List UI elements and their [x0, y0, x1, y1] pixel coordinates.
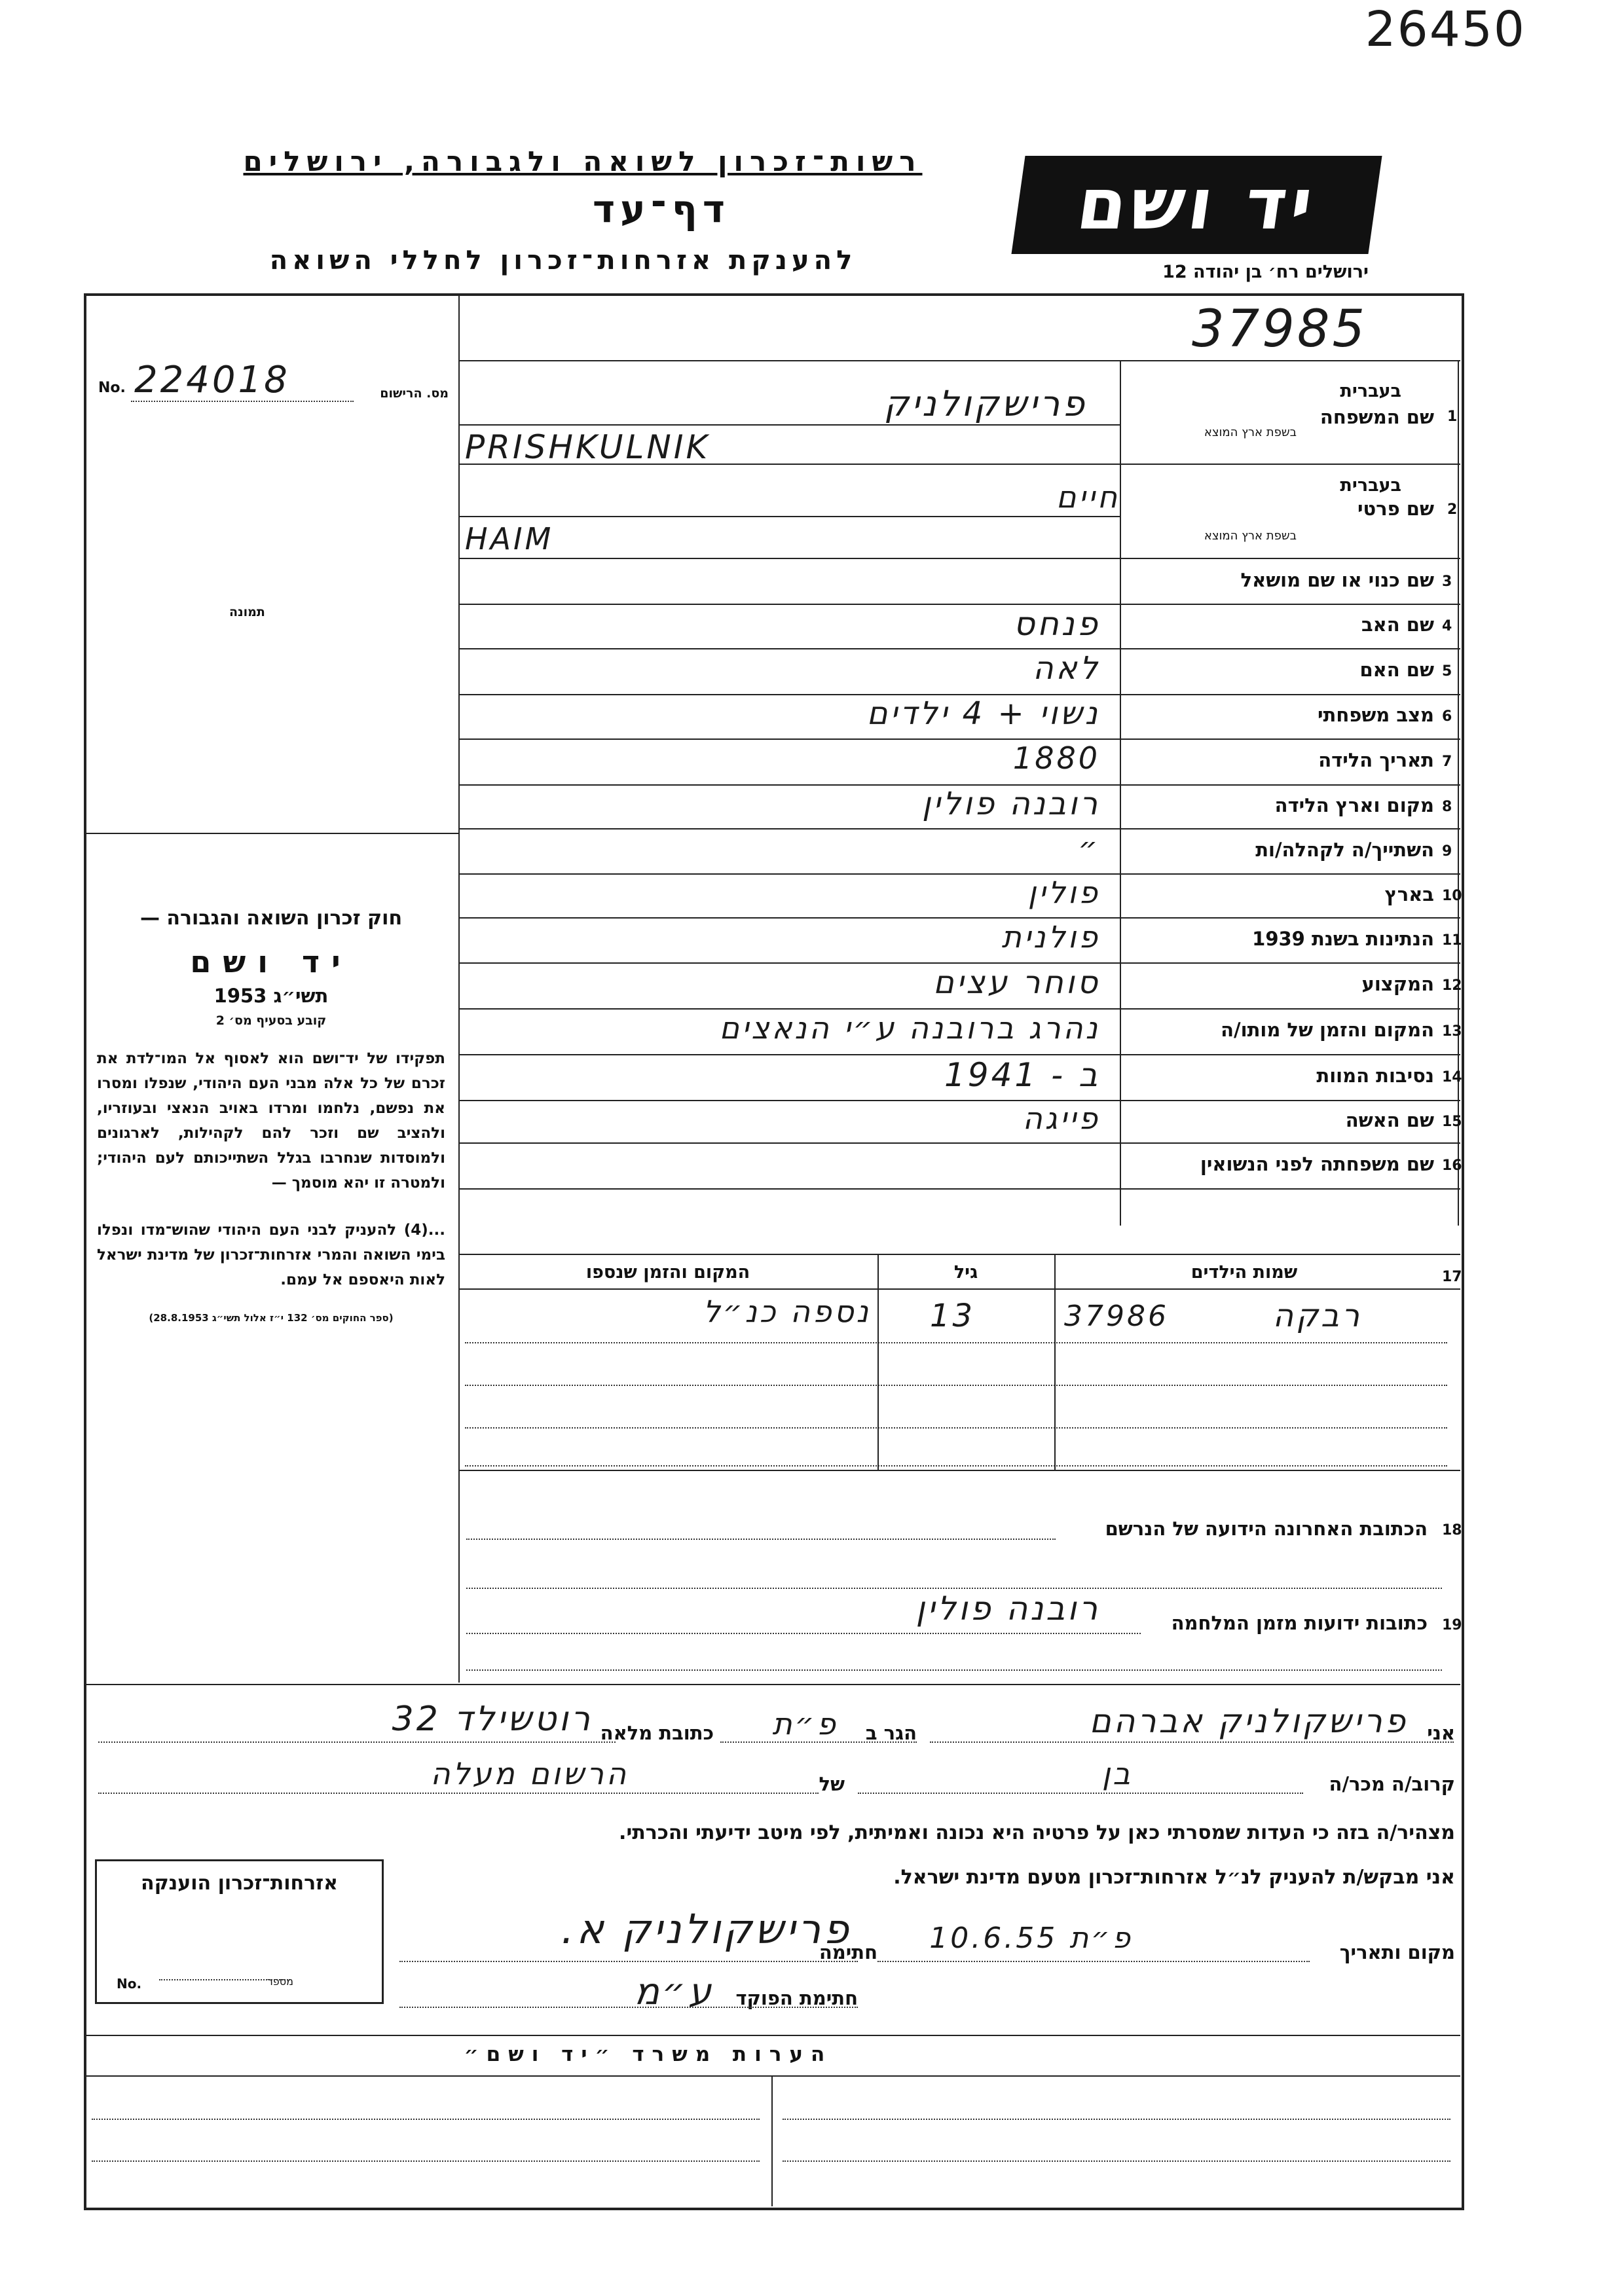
children-header-names: שמות הילדים [1190, 1262, 1298, 1283]
address: ירושלים רח׳ בן יהודה 12 [1162, 262, 1369, 282]
field-9-value: ״ [1078, 829, 1100, 866]
field-10-value: פולין [1027, 874, 1100, 910]
field-15-value: פייגה [1022, 1100, 1100, 1136]
law-para2: ...(4) להעניק לבני העם היהודי שהוש־מדו ונפלו בימי השואה והמרי אזרחות־זכרון של מדינת ישראל לאות היאספם אל עמם. [97, 1222, 445, 1288]
field-9-number: 9 [1442, 843, 1452, 860]
authority-title: רשות־זכרון לשואה ולגבורה, ירושלים [243, 145, 923, 177]
field-18-number: 18 [1442, 1522, 1462, 1539]
field-1-label: שם המשפחה [1320, 406, 1434, 428]
law-year: תשי״ג 1953 [213, 985, 329, 1007]
declarant-name: פרישקולניק אברהם [1089, 1702, 1408, 1740]
field-1-hebrew-value: פרישקולניק [883, 383, 1087, 424]
archive-number: 26450 [1365, 1, 1526, 58]
place-date-value: פ״ת 10.6.55 [929, 1922, 1133, 1955]
field-12-value: סוחר עצים [932, 964, 1100, 1001]
of-label: של [819, 1773, 845, 1795]
office-notes-title: הערות משרד ״יד ושם״ [464, 2043, 833, 2066]
field-6-label: מצב משפחתי [1317, 704, 1434, 726]
statement-1: מצהיר/ה בזה כי העדות שמסרתי כאן על פרטיה היא נכונה ואמיתית, לפי מיטב ידיעתי והכרתי. [619, 1821, 1455, 1844]
field-2-hebrew-value: חיים [1056, 479, 1120, 515]
field-15-number: 15 [1442, 1113, 1462, 1130]
law-title: חוק זכרון השואה והגבורה — [139, 907, 403, 930]
field-2-number: 2 [1447, 501, 1458, 518]
field-12-number: 12 [1442, 977, 1462, 994]
field-11-label: הנתינות בשנת 1939 [1252, 927, 1434, 950]
citizenship-box [95, 1859, 384, 2004]
official-signature: ע״מ [634, 1971, 714, 2013]
field-9-label: השתייך/ה לקהלה/ות [1255, 838, 1434, 861]
relative-label: קרוב/ה מכר/ה [1329, 1773, 1455, 1795]
address-label: כתובת מלאה [600, 1722, 714, 1744]
field-13-value: נהרג ברובנה ע״י הנאצים [719, 1010, 1100, 1046]
field-7-label: תאריך הלידה [1318, 749, 1434, 771]
field-10-number: 10 [1442, 887, 1462, 904]
citizenship-no: No. [117, 1976, 142, 1992]
field-4-number: 4 [1442, 618, 1452, 634]
field-14-value: ב - 1941 [944, 1056, 1100, 1094]
field-14-label: נסיבות המוות [1316, 1065, 1434, 1087]
registration-number: 224018 [134, 359, 290, 401]
top-number: 37985 [1192, 300, 1368, 359]
law-name: יד ושם [190, 944, 352, 979]
field-8-value: רובנה פולין [922, 785, 1100, 822]
child-1-id: 37986 [1064, 1300, 1169, 1333]
resident-label: הגר ב [865, 1722, 917, 1744]
registration-label: מס. הרישום [380, 386, 449, 401]
declaration-ani: אני [1427, 1722, 1455, 1744]
field-2-sub-hebrew: בעברית [1340, 475, 1401, 496]
field-13-label: המקום והזמן של מותו/ה [1221, 1019, 1434, 1041]
children-header-age: גיל [953, 1262, 978, 1283]
field-16-label: שם משפחתה לפני הנשואין [1200, 1153, 1434, 1175]
field-4-label: שם האב [1361, 613, 1434, 636]
field-11-number: 11 [1442, 932, 1462, 949]
field-10-label: בארץ [1384, 883, 1434, 905]
registration-prefix: No. [98, 380, 126, 396]
field-18-label: הכתובת האחרונה הידועה של הנרשם [1105, 1518, 1428, 1540]
field-2-native-value: HAIM [465, 521, 554, 556]
children-header-place: המקום והזמן שנספו [585, 1262, 750, 1283]
field-2-label: שם פרטי [1357, 498, 1434, 520]
child-1-age: 13 [930, 1298, 976, 1334]
yad-vashem-logo: יד ושם [1011, 156, 1382, 254]
field-5-value: לאה [1033, 650, 1100, 687]
field-15-label: שם האשה [1345, 1108, 1434, 1131]
field-12-label: המקצוע [1361, 973, 1434, 995]
law-footnote: (ספר החוקים מס׳ 132 י״ז אלול תשי״ג 28.8.1953) [149, 1312, 394, 1324]
field-7-value: 1880 [1012, 740, 1100, 776]
field-3-number: 3 [1442, 573, 1452, 590]
official-label: חתימת הפוקד [735, 1987, 858, 2009]
citizenship-number-label: מספר [267, 1975, 293, 1988]
law-section: קובע בסעיף מס׳ 2 [215, 1013, 327, 1028]
field-1-sub-native: בשפת ארץ המוצא [1204, 426, 1297, 439]
field-13-number: 13 [1442, 1023, 1462, 1040]
field-1-sub-hebrew: בעברית [1340, 381, 1401, 401]
child-1-place: נספה כנ״ל [703, 1294, 871, 1329]
photo-label: תמונה [229, 605, 265, 619]
field-6-number: 6 [1442, 708, 1452, 725]
field-14-number: 14 [1442, 1069, 1462, 1085]
field-5-number: 5 [1442, 663, 1452, 680]
child-1-name: רבקה [1272, 1298, 1362, 1334]
field-3-label: שם כנוי או שם מושאל [1240, 568, 1434, 591]
field-1-number: 1 [1447, 409, 1458, 425]
field-6-value: נשוי + 4 ילדים [866, 695, 1100, 732]
field-8-number: 8 [1442, 798, 1452, 815]
citizenship-title: אזרחות־זכרון הוענקה [140, 1872, 339, 1895]
law-box [97, 907, 445, 1324]
resident-value: פ״ת [772, 1706, 838, 1741]
field-17-number: 17 [1442, 1269, 1462, 1285]
signature-value: פרישקולניק א. [561, 1905, 851, 1953]
form-subtitle: להענקת אזרחות־זכרון לחללי השואה [269, 246, 857, 276]
field-16-number: 16 [1442, 1157, 1462, 1174]
field-19-value: רובנה פולין [915, 1590, 1100, 1628]
field-4-value: פנחס [1013, 605, 1100, 643]
law-para1: תפקידו של יד־ושם הוא לאסוף אל המו־לדת את זכרם של כל אלה מבני העם היהודי, שנפלו ומסרו את נפשם, נלחמו ומרדו באויב הנאצי ובעוזריו, ולהציב שם וזכר להם לקהילות, לארגונים ולמוסדות שנחרבו בגלל השתייכותם לעם היהודי; ולמטרה זו יהא מוסמך — [97, 1050, 445, 1192]
signature-label: חתימה [819, 1941, 877, 1963]
place-date-label: מקום ותאריך [1339, 1941, 1455, 1963]
field-19-label: כתובות ידועות מזמן המלחמה [1171, 1612, 1428, 1634]
field-19-number: 19 [1442, 1617, 1462, 1633]
field-11-value: פולנית [1001, 919, 1100, 955]
address-value: רוטשילד 32 [392, 1700, 593, 1739]
field-5-label: שם האם [1359, 659, 1434, 681]
field-1-native-value: PRISHKULNIK [465, 428, 710, 466]
relative-value: בן [1101, 1756, 1133, 1791]
of-value: הרשום מעלה [430, 1756, 629, 1791]
field-8-label: מקום וארץ הלידה [1274, 793, 1434, 816]
field-7-number: 7 [1442, 754, 1452, 770]
form-title: דף־עד [592, 187, 731, 231]
statement-2: אני מבקש/ת להעניק לנ״ל אזרחות־זכרון מטעם מדינת ישראל. [893, 1866, 1455, 1889]
field-2-sub-native: בשפת ארץ המוצא [1204, 529, 1297, 543]
